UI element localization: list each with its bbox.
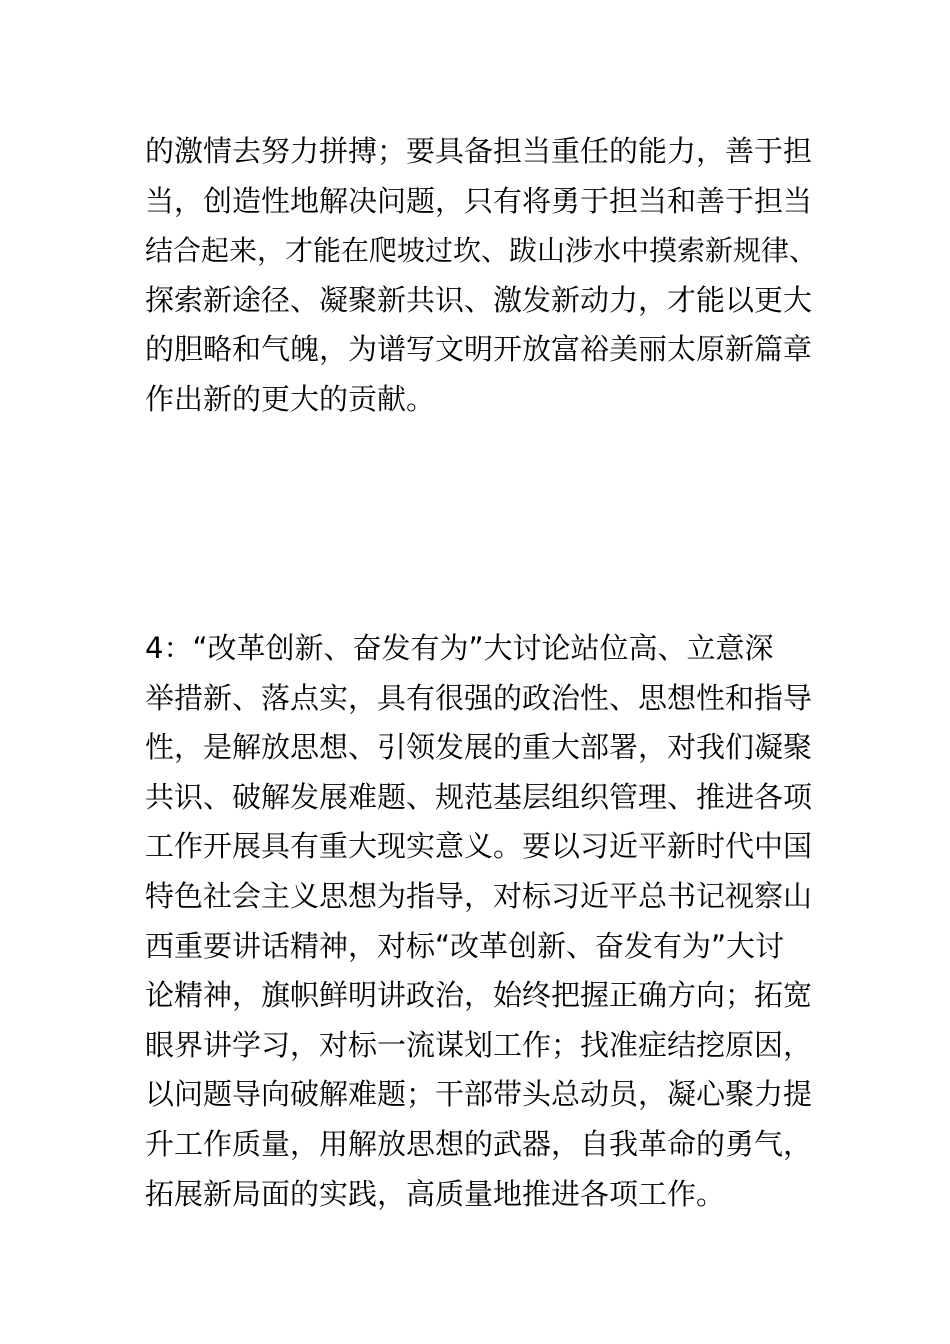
- text-line: 的胆略和气魄，为谱写文明开放富裕美丽太原新篇章: [145, 332, 813, 367]
- text-line: 当，创造性地解决问题，只有将勇于担当和善于担当: [145, 183, 813, 218]
- text-line: 特色社会主义思想为指导，对标习近平总书记视察山: [145, 878, 813, 913]
- text-line: 4：“改革创新、奋发有为”大讨论站位高、立意深: [145, 631, 774, 665]
- text-line: 眼界讲学习，对标一流谋划工作；找准症结挖原因，: [145, 1027, 813, 1062]
- text-line: 工作开展具有重大现实意义。要以习近平新时代中国: [145, 829, 813, 864]
- text-line: 以问题导向破解难题；干部带头总动员，凝心聚力提: [145, 1077, 813, 1112]
- text-line: 举措新、落点实，具有很强的政治性、思想性和指导: [145, 680, 813, 715]
- text-line: 结合起来，才能在爬坡过坎、跋山涉水中摸索新规律、: [145, 234, 818, 268]
- text-line: 拓展新局面的实践，高质量地推进各项工作。: [145, 1176, 726, 1211]
- text-line: 作出新的更大的贡献。: [145, 381, 436, 416]
- text-line: 论精神，旗帜鲜明讲政治，始终把握正确方向；拓宽: [145, 978, 813, 1013]
- text-line: 升工作质量，用解放思想的武器，自我革命的勇气，: [145, 1126, 813, 1161]
- paragraph-continuation: [145, 127, 825, 425]
- text-line: 西重要讲话精神，对标“改革创新、奋发有为”大讨: [145, 928, 785, 963]
- text-line: 的激情去努力拼搏；要具备担当重任的能力，善于担: [145, 134, 813, 168]
- paragraph-item-4: [145, 624, 825, 1219]
- text-line: 探索新途径、凝聚新共识、激发新动力，才能以更大: [145, 282, 813, 317]
- text-line: 共识、破解发展难题、规范基层组织管理、推进各项: [145, 779, 813, 814]
- text-line: 性，是解放思想、引领发展的重大部署，对我们凝聚: [145, 730, 813, 765]
